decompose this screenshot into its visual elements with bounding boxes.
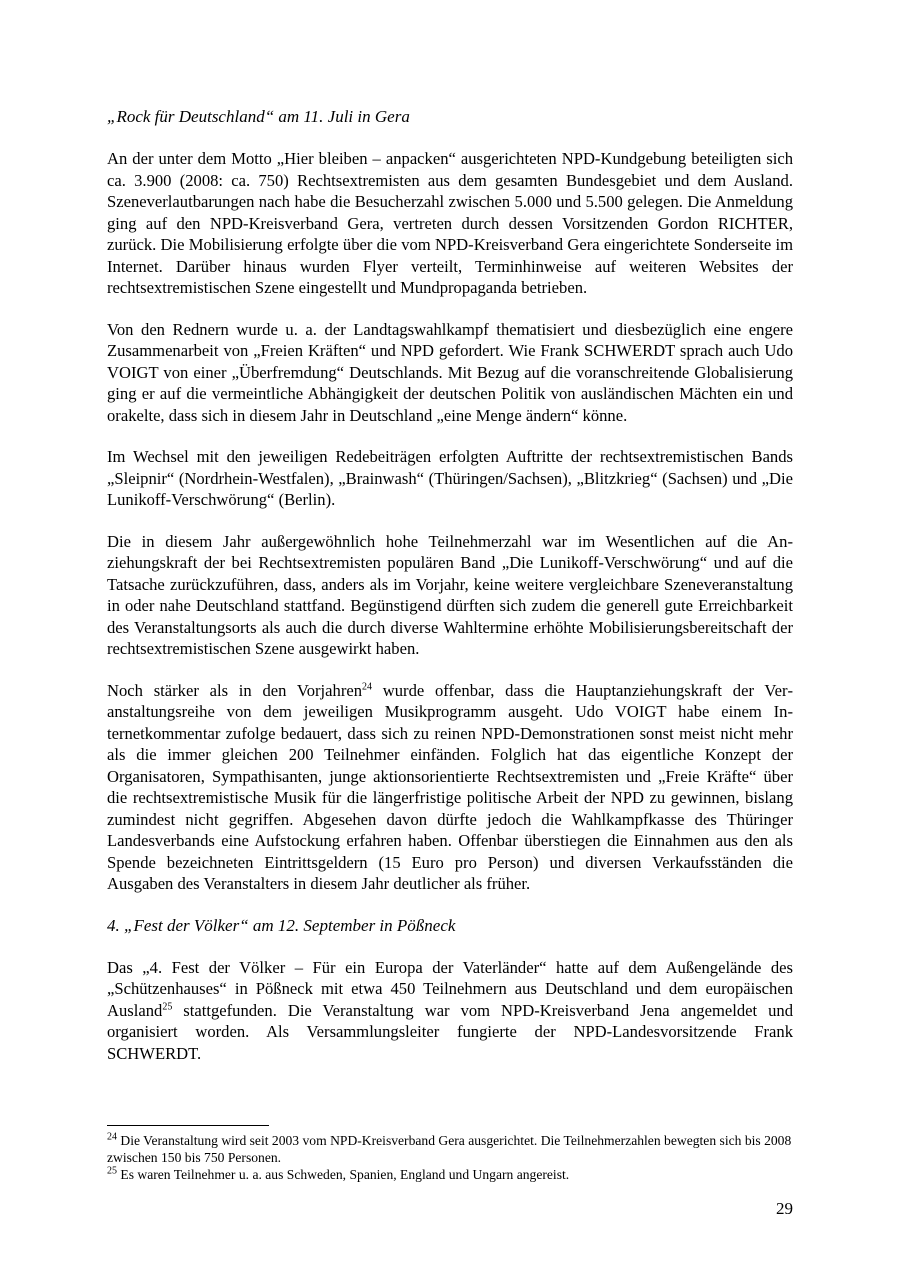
footnote-ref-24[interactable]: 24 <box>362 680 373 692</box>
footnote-number: 24 <box>107 1131 117 1143</box>
footnote-divider <box>107 1125 269 1126</box>
paragraph-6 <box>107 957 793 1065</box>
paragraph-5-start: Noch stärker als in den Vorjahren <box>107 680 363 700</box>
footnote-number: 25 <box>107 1165 117 1177</box>
page-number: 29 <box>776 1199 793 1218</box>
footnote-24 <box>107 1132 793 1166</box>
paragraph-4: Die in diesem Jahr außergewöhnlich hohe Teilnehmerzahl war im Wesentlichen auf die Anziehungskraft der bei Rechtsextremisten populären Band „Die Lunikoff-Verschwörung“ und auf die Tatsache zurückzuführen, dass, anders als im Vorjahr, keine weitere vergleichbare Szeneveranstaltung in oder nahe Deutschland stattfand. Begünstigend dürften sich zudem die generell gute Erreichbarkeit des Veranstaltungsorts als auch die durch diverse Wahltermine erhöhte Mobilisierungsbereitschaft der rechtsextremistischen Szene ausgewirkt haben. <box>107 531 793 658</box>
body-text <box>107 106 793 1084</box>
section-heading-fest-der-voelker: 4. „Fest der Völker“ am 12. September in Pößneck <box>107 915 456 935</box>
footnote-ref-25[interactable]: 25 <box>162 1000 173 1012</box>
footnotes <box>107 1132 793 1183</box>
footnote-text: Die Veranstaltung wird seit 2003 vom NPD-Kreisverband Gera ausgerichtet. Die Teilnehmerzahlen bewegten sich bis 2008 zwischen 150 bis 750 Personen. <box>107 1133 792 1165</box>
paragraph-2: Von den Rednern wurde u. a. der Landtagswahlkampf thematisiert und diesbezüglich eine engere Zusammenarbeit von „Freien Kräften“ und NPD gefordert. Wie Frank SCHWERDT sprach auch Udo VOIGT von einer „Überfremdung“ Deutschlands. Mit Bezug auf die voranschreitende Globalisierung ging er auf die vermeintliche Abhängigkeit der deutschen Politik von ausländischen Mächten ein und orakelte, dass sich in diesem Jahr in Deutschland „eine Menge ändern“ könne. <box>107 319 793 425</box>
paragraph-1: An der unter dem Motto „Hier bleiben – anpacken“ ausgerichteten NPD-Kundgebung beteiligten sich ca. 3.900 (2008: ca. 750) Rechtsextremisten aus dem gesamten Bundesgebiet und dem Ausland. Szeneverlautbarungen nach habe die Besucherzahl zwischen 5.000 und 5.500 gelegen. Die Anmeldung ging auf den NPD-Kreisverband Gera, vertreten durch dessen Vorsitzenden Gordon RICHTER, zurück. Die Mobilisierung erfolgte über die vom NPD-Kreisverband Gera eingerichtete Sonderseite im Internet. Darüber hinaus wurden Flyer verteilt, Terminhinweise auf weiteren Websites der rechtsextremistischen Szene eingestellt und Mundpropaganda betrieben. <box>107 149 793 297</box>
paragraph-5-rest: wurde offenbar, dass die Hauptanziehungskraft der Veranstaltungsreihe von dem jeweiligen Musikprogramm ausgeht. Udo VOIGT habe einem Internetkommentar zufolge bedauert, dass sich zu reinen NPD-Demonstrationen sonst meist nicht mehr als die immer gleichen 200 Teilnehmer einfänden. Folglich hat das eigentliche Konzept der Organisatoren, Sympathisanten, junge aktionsorientierte Rechtsextremisten und „Freie Kräfte“ über die rechtsextremistische Musik für die längerfristige politische Arbeit der NPD zu gewinnen, bislang zumindest nicht gegriffen. Abgesehen davon dürfte jedoch die Wahlkampfkasse des Thüringer Landesverbands eine Aufstockung erfahren haben. Offenbar überstiegen die Einnahmen aus den als Spende bezeichneten Eintrittsgeldern (15 Euro pro Person) und diversen Verkaufsständen die Ausgaben des Veranstalters in diesem Jahr deutlicher als früher. <box>107 680 793 893</box>
footnote-text: Es waren Teilnehmer u. a. aus Schweden, Spanien, England und Ungarn angereist. <box>117 1167 570 1182</box>
footnote-25 <box>107 1166 793 1183</box>
paragraph-6-rest: stattgefunden. Die Veranstaltung war vom NPD-Kreisverband Jena angemeldet und organisiert worden. Als Versammlungsleiter fungierte der NPD-Landesvorsitzende Frank SCHWERDT. <box>107 1000 793 1063</box>
section-heading-rock-fuer-deutschland: „Rock für Deutschland“ am 11. Juli in Gera <box>107 107 410 126</box>
paragraph-6-start: Das „4. Fest der Völker – Für ein Europa der Vaterländer“ hatte auf dem Außengelände des „Schützenhauses“ in Pößneck mit etwa 450 Teilnehmern aus Deutschland und dem europäischen Ausland <box>107 957 793 1020</box>
paragraph-3: Im Wechsel mit den jeweiligen Redebeiträgen erfolgten Auftritte der rechtsextremistischen Bands „Sleipnir“ (Nordrhein-Westfalen), „Brainwash“ (Thüringen/Sachsen), „Blitzkrieg“ (Sachsen) und „Die Lunikoff-Verschwörung“ (Berlin). <box>107 447 793 509</box>
paragraph-5 <box>107 680 793 895</box>
